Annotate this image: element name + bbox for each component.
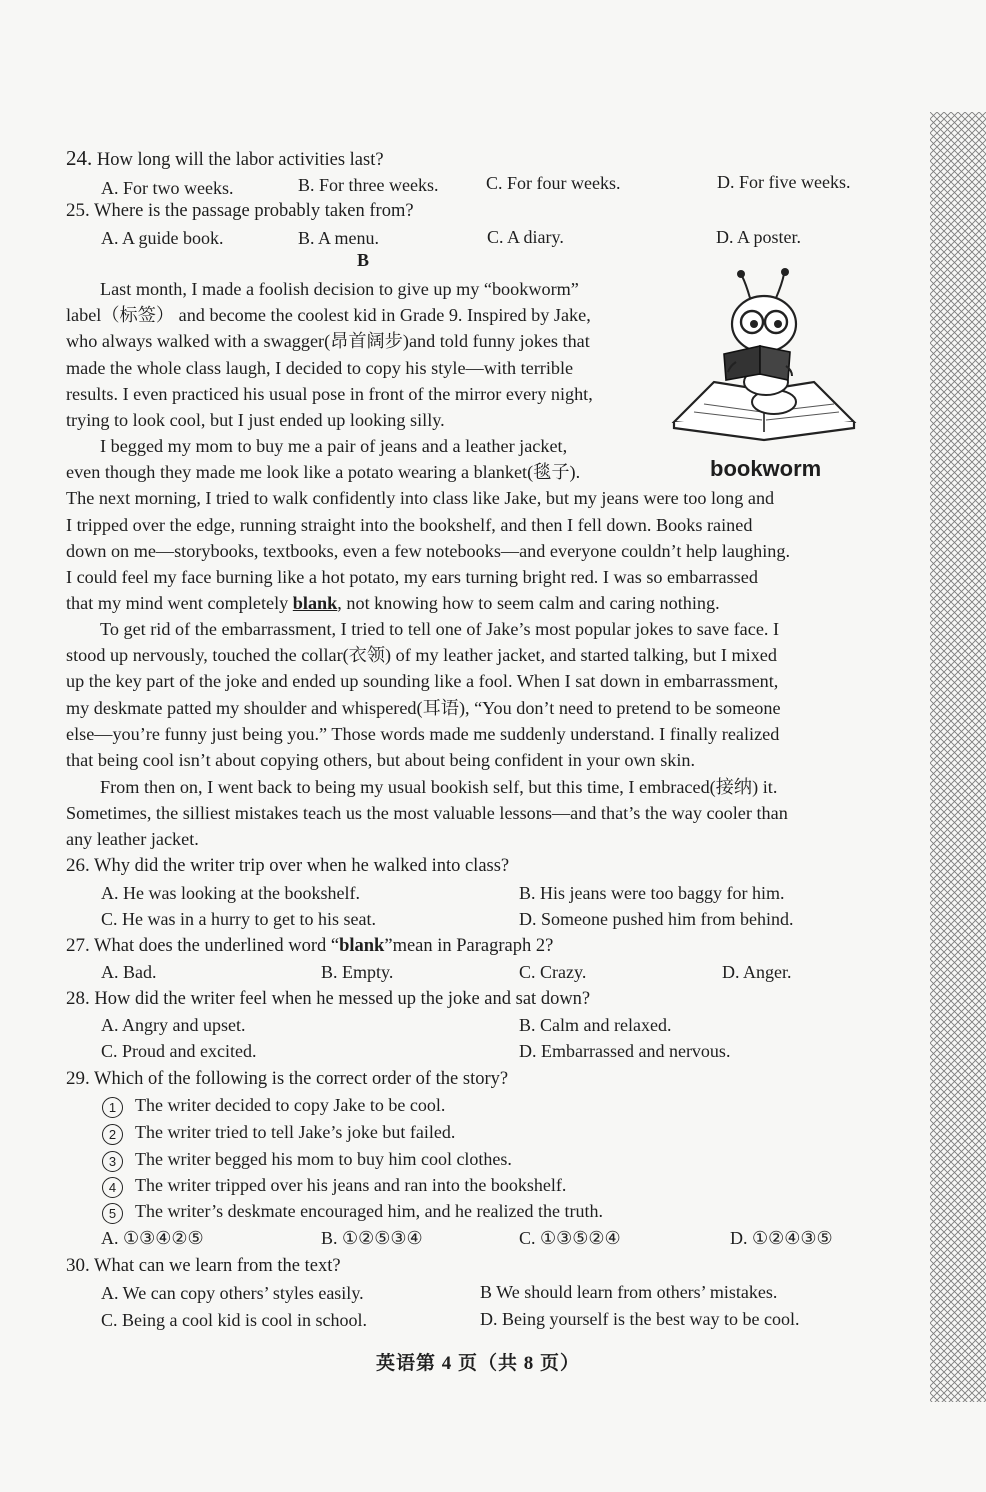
option-d: D. Anger.	[722, 962, 792, 982]
question-27	[66, 934, 553, 958]
event-item	[102, 1093, 445, 1118]
question-number: 25.	[66, 200, 90, 221]
text-line: From then on, I went back to being my usual bookish self, but this time, I embraced(接纳) it.	[100, 777, 778, 797]
option-b: B. ①②⑤③④	[321, 1228, 423, 1248]
question-keyword: blank	[339, 936, 385, 956]
text-line: made the whole class laugh, I decided to copy his style—with terrible	[66, 357, 574, 378]
image-caption: bookworm	[710, 456, 822, 481]
option-d: D. ①②④③⑤	[730, 1228, 833, 1248]
question-26	[66, 854, 509, 878]
option-c: C. For four weeks.	[486, 173, 621, 193]
option-a: A. ①③④②⑤	[101, 1228, 204, 1248]
circled-number: 5	[102, 1203, 123, 1224]
event-item	[102, 1173, 566, 1198]
question-28	[66, 987, 590, 1011]
question-text: Why did the writer trip over when he walked into class?	[94, 856, 510, 876]
event-item	[102, 1120, 455, 1145]
text-line: trying to look cool, but I just ended up looking silly.	[66, 409, 445, 430]
event-text: The writer tried to tell Jake’s joke but failed.	[135, 1122, 456, 1142]
option-b: B. For three weeks.	[298, 175, 439, 195]
text-line: stood up nervously, touched the collar(衣领) of my leather jacket, and started talking, but I mixed	[66, 645, 777, 666]
text-segment: that my mind went completely	[66, 593, 293, 614]
text-line: down on me—storybooks, textbooks, even a few notebooks—and everyone couldn’t help laughing.	[66, 540, 790, 561]
question-24	[66, 146, 384, 172]
option-d: D. For five weeks.	[717, 172, 851, 192]
event-text: The writer begged his mom to buy him cool clothes.	[135, 1149, 512, 1169]
circled-number: 1	[102, 1097, 123, 1118]
text-line: any leather jacket.	[66, 829, 199, 850]
option-d: D. Embarrassed and nervous.	[519, 1041, 731, 1061]
option-a: A. Bad.	[101, 962, 157, 982]
option-a: A. Angry and upset.	[101, 1015, 246, 1035]
text-line: I could feel my face burning like a hot potato, my ears turning bright red. I was so embarrassed	[66, 566, 758, 587]
option-d: D. Being yourself is the best way to be cool.	[480, 1309, 800, 1329]
option-b: B. A menu.	[298, 228, 380, 248]
option-b: B. Empty.	[321, 962, 394, 982]
question-text: ”mean in Paragraph 2?	[384, 936, 554, 956]
option-c: C. Crazy.	[519, 962, 587, 982]
text-line: Sometimes, the silliest mistakes teach us the most valuable lessons—and that’s the way cooler than	[66, 803, 788, 824]
question-25	[66, 199, 414, 223]
text-line: even though they made me look like a potato wearing a blanket(毯子).	[66, 462, 581, 483]
option-c: C. Proud and excited.	[101, 1041, 257, 1061]
event-text: The writer decided to copy Jake to be cool.	[135, 1095, 446, 1115]
question-number: 26.	[66, 855, 90, 876]
option-b: B. Calm and relaxed.	[519, 1015, 672, 1035]
underlined-word: blank	[292, 593, 338, 614]
question-29	[66, 1067, 508, 1091]
question-number: 29.	[66, 1068, 90, 1089]
text-line: label（标签） and become the coolest kid in Grade 9. Inspired by Jake,	[66, 305, 591, 326]
option-b: B We should learn from others’ mistakes.	[480, 1282, 778, 1302]
text-line: Last month, I made a foolish decision to give up my “bookworm”	[100, 279, 579, 299]
page-footer: 英语第 4 页（共 8 页）	[376, 1353, 581, 1374]
option-c: C. A diary.	[487, 227, 564, 247]
option-b: B. His jeans were too baggy for him.	[519, 883, 785, 903]
question-text: How long will the labor activities last?	[96, 150, 384, 170]
text-line	[66, 590, 876, 616]
event-item	[102, 1147, 512, 1172]
circled-number: 3	[102, 1151, 123, 1172]
text-line: that being cool isn’t about copying others, but about being confident in your own skin.	[66, 749, 696, 770]
text-line: I tripped over the edge, running straight into the bookshelf, and then I fell down. Books rained	[66, 514, 753, 535]
circled-number: 2	[102, 1124, 123, 1145]
text-line: else—you’re funny just being you.” Those words made me suddenly understand. I finally realized	[66, 723, 780, 744]
option-a: A. A guide book.	[101, 228, 224, 248]
option-c: C. Being a cool kid is cool in school.	[101, 1310, 367, 1330]
question-text: What can we learn from the text?	[94, 1256, 341, 1276]
question-number: 30.	[66, 1255, 90, 1276]
binding-hatch-pattern	[930, 112, 986, 1402]
text-line: I begged my mom to buy me a pair of jeans and a leather jacket,	[100, 436, 568, 456]
event-text: The writer’s deskmate encouraged him, and he realized the truth.	[135, 1201, 603, 1221]
question-text: How did the writer feel when he messed up the joke and sat down?	[94, 989, 591, 1009]
text-line: To get rid of the embarrassment, I tried to tell one of Jake’s most popular jokes to save face. I	[100, 619, 780, 639]
question-text: Which of the following is the correct order of the story?	[94, 1069, 509, 1089]
text-line: up the key part of the joke and ended up sounding like a fool. When I sat down in embarrassment,	[66, 671, 779, 692]
question-text: Where is the passage probably taken from?	[94, 201, 414, 221]
text-segment: , not knowing how to seem calm and caring nothing.	[337, 593, 720, 614]
question-number: 24.	[66, 146, 93, 170]
option-a: A. For two weeks.	[101, 178, 234, 198]
event-item	[102, 1199, 603, 1224]
question-number: 27.	[66, 935, 90, 956]
paragraph-1	[66, 276, 650, 433]
question-text: What does the underlined word “	[94, 936, 340, 956]
option-a: A. We can copy others’ styles easily.	[101, 1283, 364, 1303]
question-number: 28.	[66, 988, 90, 1009]
event-text: The writer tripped over his jeans and ran into the bookshelf.	[135, 1175, 567, 1195]
circled-number: 4	[102, 1177, 123, 1198]
paragraph-3	[66, 616, 876, 773]
option-d: D. Someone pushed him from behind.	[519, 909, 794, 929]
bookworm-illustration	[664, 262, 864, 458]
text-line: who always walked with a swagger(昂首阔步)and told funny jokes that	[66, 331, 590, 352]
question-30	[66, 1254, 341, 1278]
text-line: The next morning, I tried to walk confidently into class like Jake, but my jeans were too long and	[66, 488, 775, 509]
option-c: C. He was in a hurry to get to his seat.	[101, 909, 376, 929]
option-c: C. ①③⑤②④	[519, 1228, 621, 1248]
option-a: A. He was looking at the bookshelf.	[101, 883, 360, 903]
option-d: D. A poster.	[716, 227, 802, 247]
text-line: my deskmate patted my shoulder and whispered(耳语), “You don’t need to pretend to be someone	[66, 697, 781, 718]
text-line: results. I even practiced his usual pose in front of the mirror every night,	[66, 383, 593, 404]
paragraph-4	[66, 774, 876, 853]
section-heading: B	[357, 250, 370, 270]
